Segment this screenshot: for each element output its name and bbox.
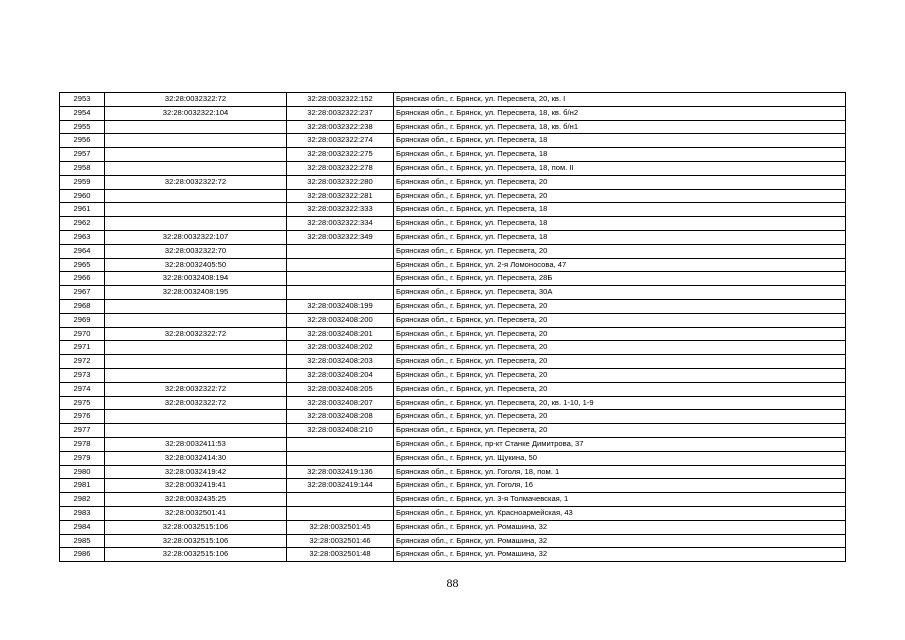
row-number-cell: 2960 — [60, 189, 105, 203]
address-cell: Брянская обл., г. Брянск, ул. Пересвета, 20, кв. 1-10, 1-9 — [394, 396, 846, 410]
address-cell: Брянская обл., г. Брянск, ул. Пересвета, 18, кв. б/н1 — [394, 120, 846, 134]
cadastral-number-land-cell: 32:28:0032419:41 — [105, 479, 287, 493]
cadastral-number-object-cell: 32:28:0032408:205 — [287, 382, 394, 396]
cadastral-number-land-cell: 32:28:0032408:194 — [105, 272, 287, 286]
row-number-cell: 2967 — [60, 286, 105, 300]
cadastral-number-object-cell: 32:28:0032322:237 — [287, 106, 394, 120]
cadastral-number-object-cell: 32:28:0032322:349 — [287, 230, 394, 244]
cadastral-number-object-cell: 32:28:0032408:201 — [287, 327, 394, 341]
row-number-cell: 2977 — [60, 424, 105, 438]
cadastral-number-land-cell — [105, 161, 287, 175]
cadastral-number-land-cell — [105, 299, 287, 313]
address-cell: Брянская обл., г. Брянск, ул. Пересвета, 20 — [394, 299, 846, 313]
address-cell: Брянская обл., г. Брянск, ул. Гоголя, 18, пом. 1 — [394, 465, 846, 479]
row-number-cell: 2985 — [60, 534, 105, 548]
row-number-cell: 2965 — [60, 258, 105, 272]
address-cell: Брянская обл., г. Брянск, ул. Пересвета, 20 — [394, 313, 846, 327]
row-number-cell: 2979 — [60, 451, 105, 465]
row-number-cell: 2983 — [60, 506, 105, 520]
table-row — [60, 493, 846, 507]
address-cell: Брянская обл., г. Брянск, ул. 2-я Ломоносова, 47 — [394, 258, 846, 272]
table-row — [60, 313, 846, 327]
cadastral-number-land-cell — [105, 134, 287, 148]
table-row — [60, 286, 846, 300]
cadastral-number-object-cell — [287, 258, 394, 272]
cadastral-number-land-cell — [105, 120, 287, 134]
cadastral-number-land-cell: 32:28:0032322:72 — [105, 327, 287, 341]
cadastral-number-land-cell — [105, 189, 287, 203]
table-row — [60, 230, 846, 244]
table-row — [60, 341, 846, 355]
address-cell: Брянская обл., г. Брянск, ул. Пересвета, 20 — [394, 327, 846, 341]
row-number-cell: 2959 — [60, 175, 105, 189]
row-number-cell: 2961 — [60, 203, 105, 217]
row-number-cell: 2957 — [60, 148, 105, 162]
cadastral-number-object-cell — [287, 244, 394, 258]
address-cell: Брянская обл., г. Брянск, ул. Пересвета, 20 — [394, 368, 846, 382]
row-number-cell: 2963 — [60, 230, 105, 244]
page-number: 88 — [446, 576, 459, 590]
cadastral-number-land-cell: 32:28:0032515:106 — [105, 520, 287, 534]
table-row — [60, 134, 846, 148]
table-row — [60, 506, 846, 520]
table-row — [60, 437, 846, 451]
row-number-cell: 2953 — [60, 93, 105, 107]
cadastral-number-land-cell — [105, 355, 287, 369]
address-cell: Брянская обл., г. Брянск, ул. Пересвета, 18, пом. II — [394, 161, 846, 175]
address-cell: Брянская обл., г. Брянск, ул. Пересвета, 20 — [394, 244, 846, 258]
cadastral-number-object-cell: 32:28:0032408:203 — [287, 355, 394, 369]
table-row — [60, 424, 846, 438]
cadastral-number-land-cell: 32:28:0032322:72 — [105, 93, 287, 107]
table-row — [60, 175, 846, 189]
row-number-cell: 2971 — [60, 341, 105, 355]
cadastral-number-land-cell: 32:28:0032414:30 — [105, 451, 287, 465]
row-number-cell: 2954 — [60, 106, 105, 120]
cadastral-number-object-cell — [287, 272, 394, 286]
address-cell: Брянская обл., г. Брянск, пр-кт Станке Димитрова, 37 — [394, 437, 846, 451]
address-cell: Брянская обл., г. Брянск, ул. Ромашина, 32 — [394, 520, 846, 534]
cadastral-number-object-cell: 32:28:0032408:199 — [287, 299, 394, 313]
table-row — [60, 120, 846, 134]
table-row — [60, 465, 846, 479]
table-row — [60, 520, 846, 534]
cadastral-number-land-cell: 32:28:0032322:72 — [105, 382, 287, 396]
address-cell: Брянская обл., г. Брянск, ул. Щукина, 50 — [394, 451, 846, 465]
cadastral-number-land-cell: 32:28:0032322:72 — [105, 175, 287, 189]
registry-table — [59, 92, 846, 562]
address-cell: Брянская обл., г. Брянск, ул. Ромашина, 32 — [394, 534, 846, 548]
address-cell: Брянская обл., г. Брянск, ул. Пересвета, 18, кв. б/н2 — [394, 106, 846, 120]
cadastral-number-object-cell — [287, 506, 394, 520]
address-cell: Брянская обл., г. Брянск, ул. Пересвета, 28Б — [394, 272, 846, 286]
cadastral-number-object-cell: 32:28:0032322:333 — [287, 203, 394, 217]
cadastral-number-land-cell — [105, 424, 287, 438]
table-row — [60, 244, 846, 258]
table-row — [60, 479, 846, 493]
table-row — [60, 299, 846, 313]
row-number-cell: 2972 — [60, 355, 105, 369]
cadastral-number-land-cell: 32:28:0032501:41 — [105, 506, 287, 520]
cadastral-number-object-cell: 32:28:0032419:144 — [287, 479, 394, 493]
cadastral-number-land-cell: 32:28:0032435:25 — [105, 493, 287, 507]
cadastral-number-land-cell: 32:28:0032515:106 — [105, 548, 287, 562]
cadastral-number-land-cell — [105, 410, 287, 424]
row-number-cell: 2978 — [60, 437, 105, 451]
address-cell: Брянская обл., г. Брянск, ул. Красноармейская, 43 — [394, 506, 846, 520]
table-row — [60, 382, 846, 396]
row-number-cell: 2958 — [60, 161, 105, 175]
row-number-cell: 2975 — [60, 396, 105, 410]
row-number-cell: 2980 — [60, 465, 105, 479]
table-row — [60, 396, 846, 410]
table-row — [60, 410, 846, 424]
table-row — [60, 148, 846, 162]
cadastral-number-object-cell: 32:28:0032408:210 — [287, 424, 394, 438]
table-row — [60, 548, 846, 562]
address-cell: Брянская обл., г. Брянск, ул. Пересвета, 20, кв. I — [394, 93, 846, 107]
table-row — [60, 161, 846, 175]
row-number-cell: 2986 — [60, 548, 105, 562]
cadastral-number-land-cell — [105, 203, 287, 217]
address-cell: Брянская обл., г. Брянск, ул. Пересвета, 18 — [394, 134, 846, 148]
cadastral-number-object-cell: 32:28:0032408:208 — [287, 410, 394, 424]
cadastral-number-object-cell — [287, 286, 394, 300]
cadastral-number-object-cell — [287, 493, 394, 507]
row-number-cell: 2982 — [60, 493, 105, 507]
cadastral-number-object-cell: 32:28:0032322:152 — [287, 93, 394, 107]
address-cell: Брянская обл., г. Брянск, ул. Пересвета, 18 — [394, 148, 846, 162]
row-number-cell: 2969 — [60, 313, 105, 327]
row-number-cell: 2970 — [60, 327, 105, 341]
table-row — [60, 106, 846, 120]
cadastral-number-land-cell: 32:28:0032322:70 — [105, 244, 287, 258]
cadastral-number-land-cell: 32:28:0032322:72 — [105, 396, 287, 410]
table-row — [60, 189, 846, 203]
cadastral-number-land-cell: 32:28:0032515:106 — [105, 534, 287, 548]
cadastral-number-land-cell — [105, 368, 287, 382]
cadastral-number-land-cell — [105, 341, 287, 355]
row-number-cell: 2966 — [60, 272, 105, 286]
cadastral-number-land-cell: 32:28:0032411:53 — [105, 437, 287, 451]
cadastral-number-object-cell: 32:28:0032322:275 — [287, 148, 394, 162]
table-row — [60, 203, 846, 217]
row-number-cell: 2981 — [60, 479, 105, 493]
address-cell: Брянская обл., г. Брянск, ул. Гоголя, 16 — [394, 479, 846, 493]
cadastral-number-object-cell: 32:28:0032501:46 — [287, 534, 394, 548]
address-cell: Брянская обл., г. Брянск, ул. Пересвета, 20 — [394, 410, 846, 424]
address-cell: Брянская обл., г. Брянск, ул. 3-я Толмачевская, 1 — [394, 493, 846, 507]
address-cell: Брянская обл., г. Брянск, ул. Пересвета, 18 — [394, 203, 846, 217]
cadastral-number-object-cell: 32:28:0032408:207 — [287, 396, 394, 410]
cadastral-number-land-cell: 32:28:0032405:50 — [105, 258, 287, 272]
address-cell: Брянская обл., г. Брянск, ул. Пересвета, 20 — [394, 175, 846, 189]
cadastral-number-object-cell — [287, 451, 394, 465]
row-number-cell: 2955 — [60, 120, 105, 134]
cadastral-number-land-cell — [105, 217, 287, 231]
cadastral-number-object-cell: 32:28:0032322:278 — [287, 161, 394, 175]
table-row — [60, 534, 846, 548]
address-cell: Брянская обл., г. Брянск, ул. Ромашина, 32 — [394, 548, 846, 562]
cadastral-number-object-cell: 32:28:0032322:334 — [287, 217, 394, 231]
row-number-cell: 2968 — [60, 299, 105, 313]
row-number-cell: 2976 — [60, 410, 105, 424]
cadastral-number-object-cell: 32:28:0032408:204 — [287, 368, 394, 382]
cadastral-number-object-cell: 32:28:0032419:136 — [287, 465, 394, 479]
table-row — [60, 217, 846, 231]
cadastral-number-object-cell: 32:28:0032322:238 — [287, 120, 394, 134]
table-row — [60, 258, 846, 272]
row-number-cell: 2956 — [60, 134, 105, 148]
row-number-cell: 2984 — [60, 520, 105, 534]
cadastral-number-object-cell: 32:28:0032501:48 — [287, 548, 394, 562]
address-cell: Брянская обл., г. Брянск, ул. Пересвета, 20 — [394, 341, 846, 355]
table-row — [60, 327, 846, 341]
cadastral-number-object-cell: 32:28:0032408:200 — [287, 313, 394, 327]
table-row — [60, 368, 846, 382]
address-cell: Брянская обл., г. Брянск, ул. Пересвета, 20 — [394, 424, 846, 438]
address-cell: Брянская обл., г. Брянск, ул. Пересвета, 20 — [394, 355, 846, 369]
row-number-cell: 2973 — [60, 368, 105, 382]
registry-table-body — [60, 93, 846, 562]
table-row — [60, 272, 846, 286]
address-cell: Брянская обл., г. Брянск, ул. Пересвета, 18 — [394, 217, 846, 231]
cadastral-number-object-cell: 32:28:0032408:202 — [287, 341, 394, 355]
address-cell: Брянская обл., г. Брянск, ул. Пересвета, 30А — [394, 286, 846, 300]
cadastral-number-object-cell: 32:28:0032322:280 — [287, 175, 394, 189]
cadastral-number-land-cell — [105, 148, 287, 162]
address-cell: Брянская обл., г. Брянск, ул. Пересвета, 18 — [394, 230, 846, 244]
cadastral-number-object-cell: 32:28:0032322:274 — [287, 134, 394, 148]
table-row — [60, 451, 846, 465]
table-row — [60, 355, 846, 369]
row-number-cell: 2964 — [60, 244, 105, 258]
row-number-cell: 2962 — [60, 217, 105, 231]
cadastral-number-land-cell: 32:28:0032322:107 — [105, 230, 287, 244]
cadastral-number-land-cell: 32:28:0032419:42 — [105, 465, 287, 479]
cadastral-number-land-cell: 32:28:0032322:104 — [105, 106, 287, 120]
table-row — [60, 93, 846, 107]
cadastral-number-object-cell: 32:28:0032322:281 — [287, 189, 394, 203]
address-cell: Брянская обл., г. Брянск, ул. Пересвета, 20 — [394, 189, 846, 203]
row-number-cell: 2974 — [60, 382, 105, 396]
cadastral-number-object-cell — [287, 437, 394, 451]
cadastral-number-land-cell — [105, 313, 287, 327]
address-cell: Брянская обл., г. Брянск, ул. Пересвета, 20 — [394, 382, 846, 396]
cadastral-number-land-cell: 32:28:0032408:195 — [105, 286, 287, 300]
cadastral-number-object-cell: 32:28:0032501:45 — [287, 520, 394, 534]
